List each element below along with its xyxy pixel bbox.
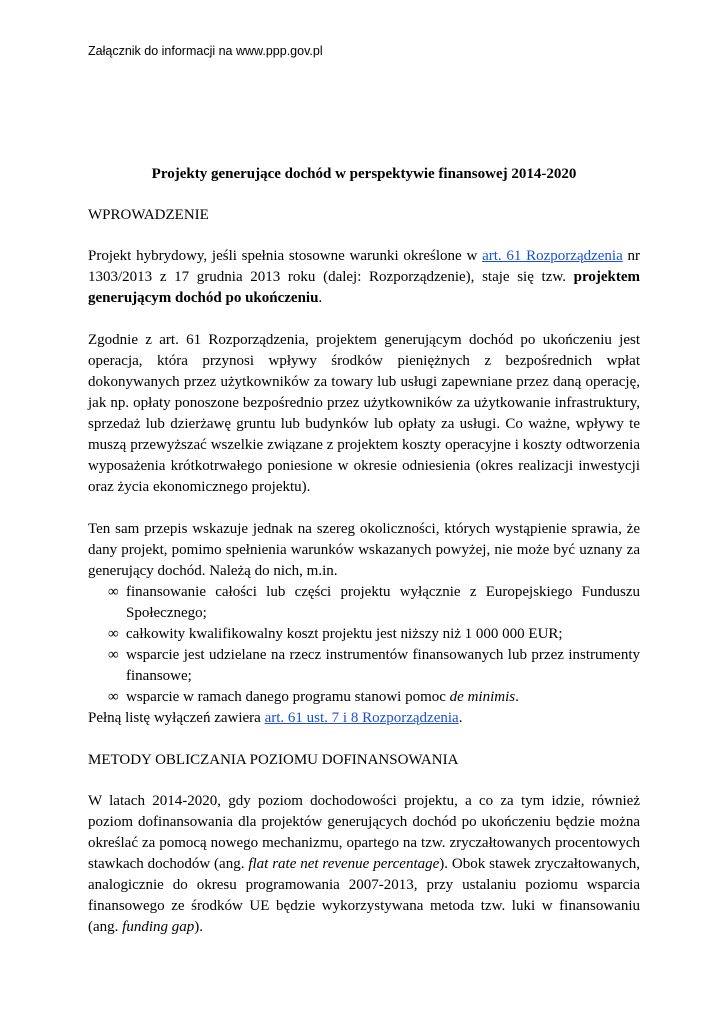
paragraph-text: . xyxy=(318,290,323,306)
paragraph-methods xyxy=(88,791,640,938)
infinity-bullet-icon: ∞ xyxy=(108,689,119,705)
list-item-text: finansowanie całości lub części projektu wyłącznie z Europejskiego Funduszu Społecznego; xyxy=(126,584,640,621)
paragraph-hybrid-project xyxy=(88,246,640,309)
italic-term: de minimis xyxy=(449,689,516,705)
document-title: Projekty generujące dochód w perspektywie finansowej 2014-2020 xyxy=(151,166,577,182)
paragraph-text: nr 1303/2013 z 17 grudnia 2013 roku (dalej: Rozporządzenie), staje się tzw. xyxy=(88,248,640,285)
paragraph-art61-definition: Zgodnie z art. 61 Rozporządzenia, projektem generującym dochód po ukończeniu jest operacja, która przynosi wpływy środków pieniężnych z bezpośrednich wpłat dokonywanych przez użytkowników za towary lub usługi zapewniane przez daną operację, jak np. opłaty ponoszone bezpośrednio przez użytkowników za użytkowanie infrastruktury, sprzedaż lub dzierżawę gruntu lub budynków lub opłaty za usługi. Co ważne, wpływy te muszą przewyższać wszelkie związane z projektem koszty operacyjne i koszty odtworzenia wyposażenia krótkotrwałego poniesione w okresie odniesienia (okres realizacji inwestycji oraz życia ekonomicznego projektu). xyxy=(88,332,640,495)
list-item xyxy=(108,687,640,708)
bold-term: projektem generującym dochód po ukończeniu xyxy=(88,269,640,306)
paragraph-text: Pełną listę wyłączeń zawiera xyxy=(88,710,265,726)
list-item-text: wsparcie w ramach danego programu stanowi pomoc xyxy=(126,689,450,705)
paragraph-text: Projekt hybrydowy, jeśli spełnia stosowne warunki określone w xyxy=(88,248,483,264)
art61-ust7-8-link[interactable]: art. 61 ust. 7 i 8 Rozporządzenia xyxy=(264,710,459,726)
italic-term: flat rate net revenue percentage xyxy=(248,856,440,872)
document-body xyxy=(88,164,640,959)
paragraph-text: W latach 2014-2020, gdy poziom dochodowości projektu, a co za tym idzie, również poziom dofinansowania dla projektów generujących dochód po ukończeniu będzie można określać za pomocą nowego mechanizmu, opartego na tzw. zryczałtowanych procentowych stawkach dochodów (ang. xyxy=(88,793,640,872)
infinity-bullet-icon: ∞ xyxy=(108,626,119,642)
header-note: Załącznik do informacji na www.ppp.gov.pl xyxy=(88,44,323,58)
list-item-text: całkowity kwalifikowalny koszt projektu jest niższy niż 1 000 000 EUR; xyxy=(126,626,563,642)
paragraph-text: ). xyxy=(194,919,203,935)
section-heading-methods: METODY OBLICZANIA POZIOMU DOFINANSOWANIA xyxy=(88,752,459,768)
paragraph-text: . xyxy=(458,710,463,726)
paragraph-text: ). Obok stawek zryczałtowanych, analogicznie do okresu programowania 2007-2013, przy ustalaniu poziomu wsparcia finansowego ze środków UE będzie wykorzystywana metoda tzw. luki w finansowaniu (ang. xyxy=(88,856,640,935)
italic-term: funding gap xyxy=(122,919,195,935)
list-item xyxy=(108,624,640,645)
infinity-bullet-icon: ∞ xyxy=(108,584,119,600)
paragraph-exclusions-intro: Ten sam przepis wskazuje jednak na szereg okoliczności, których wystąpienie sprawia, że dany projekt, pomimo spełnienia warunków wskazanych powyżej, nie może być uznany za generujący dochód. Należą do nich, m.in. xyxy=(88,521,640,579)
exclusions-list xyxy=(88,582,640,708)
infinity-bullet-icon: ∞ xyxy=(108,647,119,663)
art61-link[interactable]: art. 61 Rozporządzenia xyxy=(482,248,623,264)
list-item-text: wsparcie jest udzielane na rzecz instrumentów finansowanych lub przez instrumenty finansowe; xyxy=(126,647,640,684)
paragraph-full-list xyxy=(88,708,640,729)
list-item-text: . xyxy=(515,689,519,705)
section-heading-introduction: WPROWADZENIE xyxy=(88,207,209,223)
list-item xyxy=(108,645,640,687)
list-item xyxy=(108,582,640,624)
